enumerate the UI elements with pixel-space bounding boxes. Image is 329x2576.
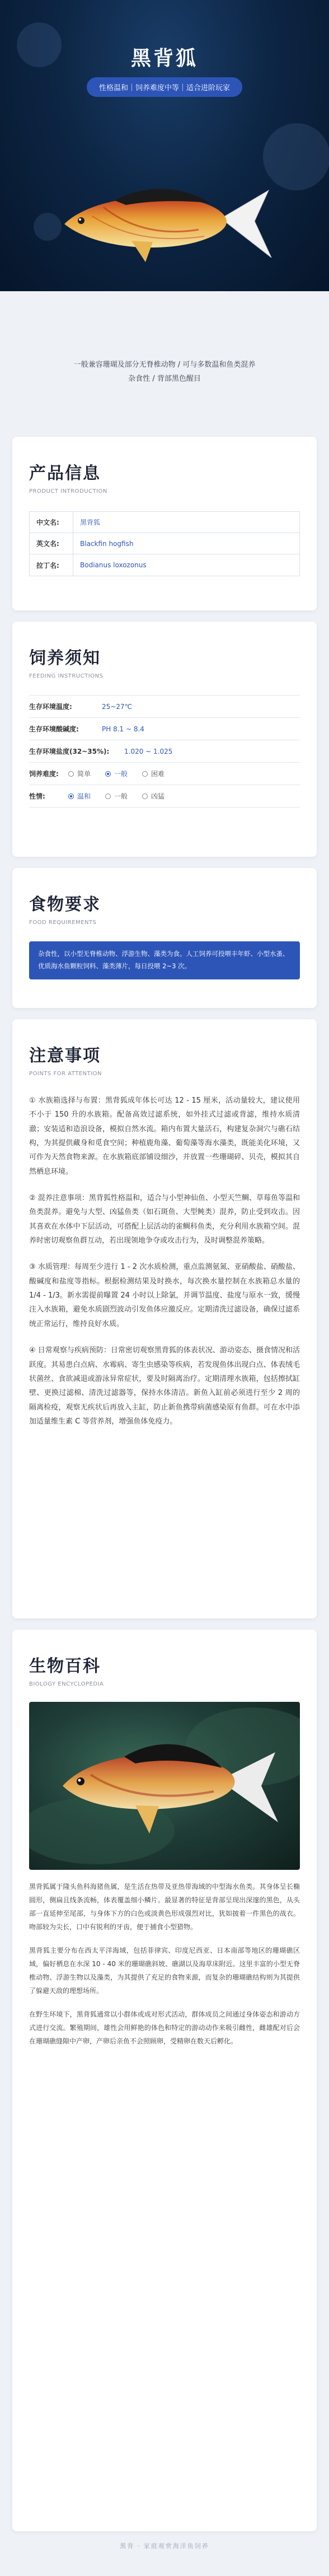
radio-icon	[68, 794, 74, 799]
info-row-english-name	[30, 533, 299, 554]
section-title: 食物要求	[29, 895, 101, 914]
radio-icon	[105, 771, 111, 777]
info-key: 拉丁名:	[30, 554, 73, 576]
temperature-row	[29, 696, 300, 718]
section-subtitle: BIOLOGY ENCYCLOPEDIA	[29, 1681, 104, 1687]
info-row-latin-name	[30, 554, 299, 576]
param-label: 性情:	[29, 792, 45, 800]
bio-paragraph: 在野生环境下，黑背狐通常以小群体或成对形式活动，群体成员之间通过身体姿态和游动方式进行交流。繁殖期间，雄性会用鲜艳的体色和特定的游动动作来吸引雌性，雌雄配对后会在珊瑚礁缝隙中产卵，产卵后亲鱼不会照顾卵，受精卵在数天后孵化。	[29, 2010, 300, 2045]
fish-illustration	[53, 168, 277, 274]
notes-section	[12, 1019, 317, 1618]
param-value: PH 8.1 ~ 8.4	[102, 725, 144, 733]
biology-section	[12, 1630, 317, 2531]
section-title: 饲养须知	[29, 648, 101, 668]
radio-icon	[142, 794, 148, 799]
hero-banner	[0, 0, 329, 291]
note-paragraph: ① 水族箱选择与布置：黑背狐成年体长可达 12 - 15 厘米，活动量较大，建议使用不小于 150 升的水族箱。配备高效过滤系统，如外挂式过滤或背滤，维持水质清澈；安装适和造浪设备，模拟自然水流。箱内布置大量活石，构建复杂洞穴与礁石结构，为其提供藏身和觅食空间；种植鹿角藻、葡萄藻等海水藻类，既能美化环境，又可作为天然食物来源。在水族箱底部铺设细沙，并放置一些珊瑚碎、贝壳，模拟其自然栖息环境。	[29, 1096, 300, 1176]
page-footer: 黑背 · 家庭观赏海洋鱼饲养	[120, 2542, 209, 2550]
product-info-section	[12, 437, 317, 610]
info-value: Blackfin hogfish	[80, 539, 134, 548]
section-title: 产品信息	[29, 464, 101, 483]
info-key: 英文名:	[30, 533, 73, 554]
note-paragraph: ③ 水质管理：每周至少进行 1 - 2 次水质检测，重点监测氨氮、亚硝酸盐、硝酸盐、酸碱度和盐度等指标。根据检测结果及时换水，每次换水量控制在水族箱总水量的 1/4 - 1/3。新水需提前曝置 24 小时以上除氯，并调节温度、盐度与原水一致，缓慢注入水族箱，避免水质剧烈波动引发鱼体应激反应。定期清洗过滤设备，确保过滤系统正常运行，维持良好水质。	[29, 1263, 300, 1328]
param-label: 生存环境温度:	[29, 703, 72, 711]
food-section	[12, 868, 317, 1008]
radio-icon	[105, 794, 111, 799]
section-subtitle: PRODUCT INTRODUCTION	[29, 488, 107, 494]
radio-icon	[142, 771, 148, 777]
salinity-row	[29, 740, 300, 763]
bio-paragraph: 黑背狐属于隆头鱼科海猪鱼属，是生活在热带及亚热带海域的中型海水鱼类。其身体呈长椭圆形，侧扁且线条流畅，体表覆盖细小鳞片。最显著的特征是背部呈现出深邃的黑色，从头部一直延伸至尾部，与身体下方的白色或淡黄色形成强烈对比，犹如披着一件黑色的战衣。吻部较为尖长，口中有锐利的牙齿，便于捕食小型猎物。	[29, 1883, 300, 1931]
temper-option-mild[interactable]	[68, 791, 91, 801]
trait-badge: 性格温和｜饲养难度中等｜适合进阶玩家	[87, 77, 242, 97]
radio-label: 一般	[114, 770, 128, 778]
info-row-chinese-name	[30, 512, 299, 533]
fish-photo	[29, 1702, 300, 1870]
note-paragraph: ② 混养注意事项：黑背狐性格温和，适合与小型神仙鱼、小型天竺鲷、草莓鱼等温和鱼类混养。避免与大型、凶猛鱼类（如石斑鱼、大型鲀类）混养，防止受到攻击。因其喜欢在水体中下层活动，可搭配上层活动的雀鲷科鱼类，充分利用水族箱空间。混养时密切观察鱼群互动，若出现领地争夺或攻击行为，及时调整混养策略。	[29, 1194, 300, 1245]
section-subtitle: FOOD REQUIREMENTS	[29, 920, 97, 926]
note-paragraph: ④ 日常观察与疾病预防：日常密切观察黑背狐的体表状况、游动姿态、摄食情况和活跃度。其易患白点病、水霉病、寄生虫感染等疾病，若发现鱼体出现白点、体表绒毛状菌丝、食欲减退或游泳异常症状，要及时隔离治疗。定期清理水族箱，包括擦拭缸壁、更换过滤棉、清洗过滤器等，保持水体清洁。新鱼入缸前必须进行至少 2 周的隔离检疫，观察无疾状后再放入主缸，防止新鱼携带病菌感染原有鱼群。可在水中添加适量维生素 C 等营养剂，增强鱼体免疫力。	[29, 1346, 300, 1426]
section-title: 注意事项	[29, 1046, 101, 1066]
temper-option-normal[interactable]	[105, 791, 128, 801]
section-title: 生物百科	[29, 1656, 101, 1676]
product-info-table	[29, 511, 300, 576]
radio-icon	[68, 771, 74, 777]
param-label: 生存环境酸碱度:	[29, 725, 79, 733]
ph-row	[29, 718, 300, 740]
section-subtitle: FEEDING INSTRUCTIONS	[29, 673, 104, 679]
radio-label: 凶猛	[151, 792, 165, 800]
info-value: Bodianus loxozonus	[80, 561, 147, 569]
page-title: 黑背狐	[130, 47, 198, 70]
param-label: 生存环境盐度(32~35%):	[29, 748, 110, 755]
param-value: 1.020 ~ 1.025	[124, 747, 173, 755]
bio-paragraph: 黑背狐主要分布在西太平洋海域，包括菲律宾、印度尼西亚、日本南部等地区的珊瑚礁区域，偏好栖息在水深 10 - 40 米的珊瑚礁斜坡、礁湖以及海草床附近。这里丰富的小型无脊椎动物、浮游生物以及藻类，为其提供了充足的食物来源，而复杂的珊瑚礁结构则为其提供了躲避天敌的理想场所。	[29, 1947, 300, 1995]
food-description: 杂食性，以小型无脊椎动物、浮游生物、藻类为食。人工饲养可投喂丰年虾、小型水蚤、优质海水鱼颗粒饲料、藻类薄片，每日投喂 2~3 次。	[29, 941, 300, 979]
difficulty-option-medium[interactable]	[105, 769, 128, 778]
info-key: 中文名:	[30, 512, 73, 533]
radio-label: 困难	[151, 770, 165, 778]
temperament-row	[29, 785, 300, 808]
difficulty-row	[29, 763, 300, 785]
info-value: 黑背狐	[80, 519, 101, 526]
param-label: 饲养难度:	[29, 770, 59, 778]
param-value: 25~27℃	[102, 702, 133, 711]
section-subtitle: POINTS FOR ATTENTION	[29, 1071, 102, 1077]
radio-label: 温和	[77, 792, 91, 800]
radio-label: 简单	[77, 770, 91, 778]
temper-option-fierce[interactable]	[142, 791, 164, 801]
feeding-section	[12, 622, 317, 857]
feeding-parameters	[29, 695, 300, 808]
hero-description: 一般兼容珊瑚及部分无脊椎动物 / 可与多数温和鱼类混养 杂食性 / 背部黑色醒目	[73, 361, 256, 383]
difficulty-option-easy[interactable]	[68, 769, 91, 778]
radio-label: 一般	[114, 792, 128, 800]
difficulty-option-hard[interactable]	[142, 769, 164, 778]
fish-photo-illustration	[29, 1702, 300, 1870]
